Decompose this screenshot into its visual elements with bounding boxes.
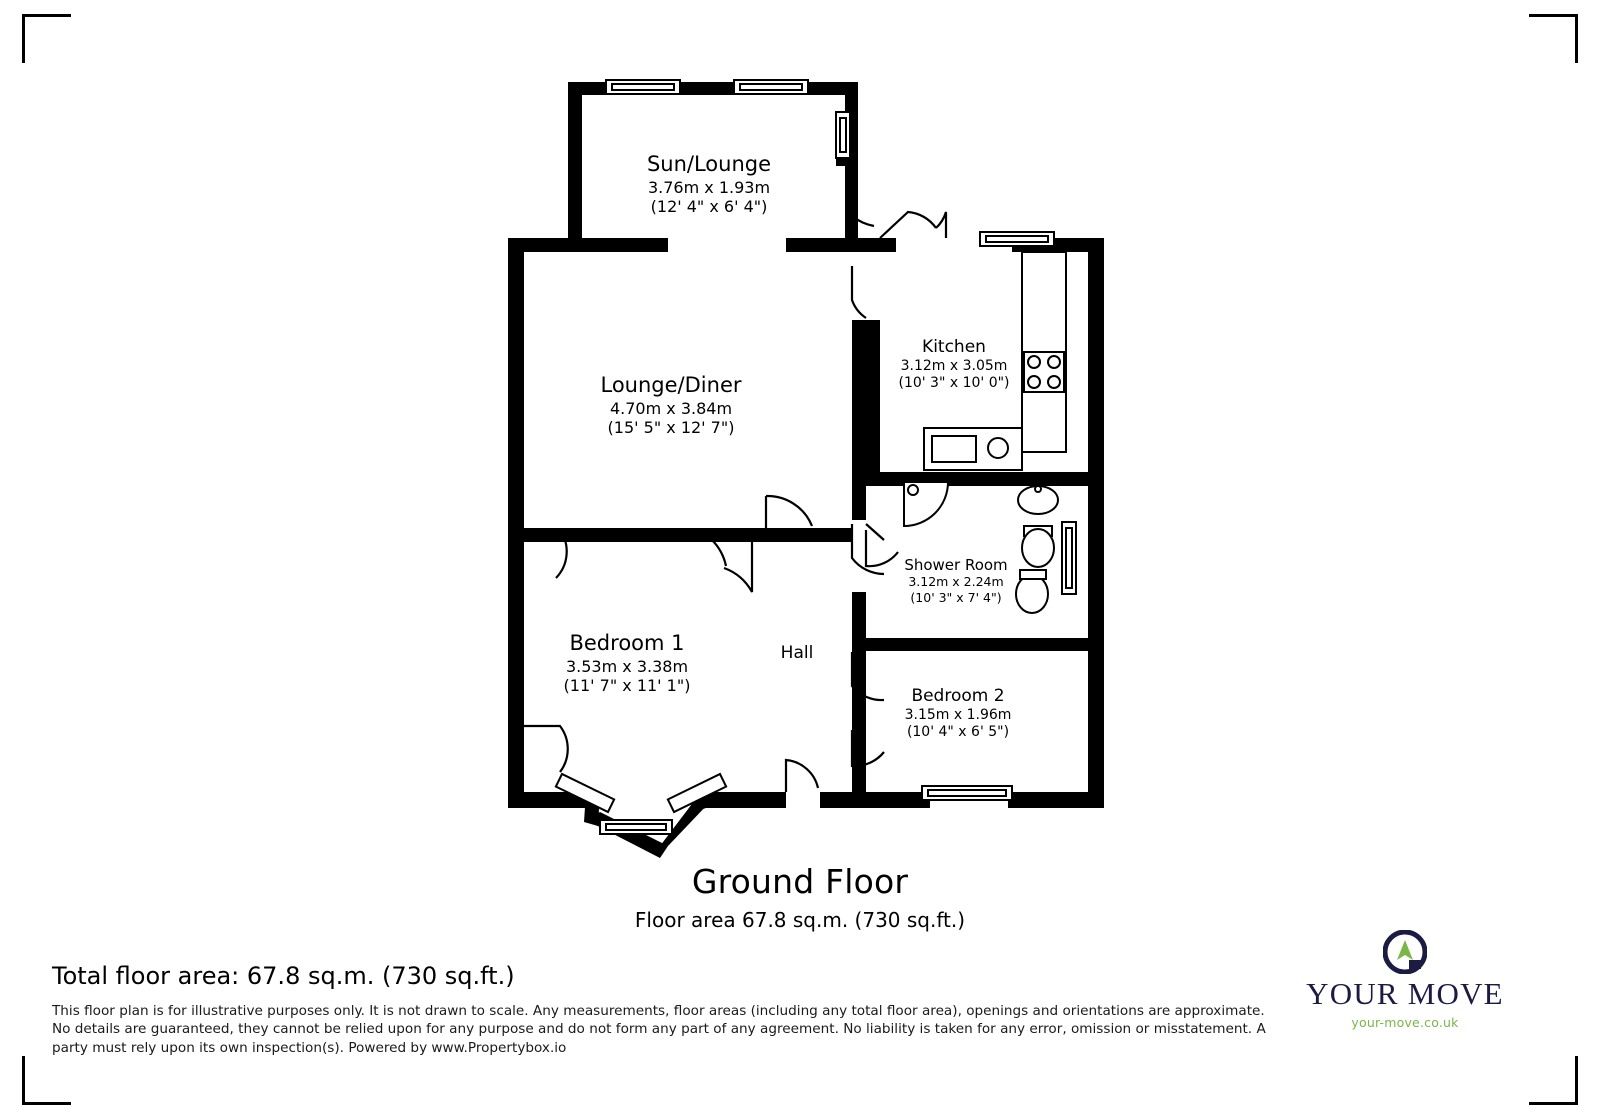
room-label-bedroom-2 [864, 686, 1052, 741]
room-dimensions-imperial: (10' 4" x 6' 5") [906, 723, 1010, 740]
room-dimensions-metric: 3.15m x 1.96m [904, 706, 1012, 723]
room-dimensions-imperial: (11' 7" x 11' 1") [563, 676, 691, 696]
room-dimensions-imperial: (15' 5" x 12' 7") [607, 418, 735, 438]
floor-area: Floor area 67.8 sq.m. (730 sq.ft.) [634, 908, 966, 932]
room-label-shower-room [862, 556, 1050, 605]
room-label-sun-lounge [594, 152, 824, 217]
brand-url: your-move.co.uk [1351, 1015, 1459, 1030]
room-name: Shower Room [904, 556, 1008, 574]
room-name: Bedroom 2 [911, 686, 1005, 706]
room-label-kitchen [860, 337, 1048, 392]
room-name: Kitchen [922, 337, 986, 357]
room-dimensions-imperial: (12' 4" x 6' 4") [650, 197, 768, 217]
room-dimensions-imperial: (10' 3" x 10' 0") [898, 374, 1010, 391]
brand-logo [1270, 930, 1540, 1030]
room-dimensions-metric: 4.70m x 3.84m [609, 398, 733, 418]
room-dimensions-metric: 3.12m x 3.05m [900, 357, 1008, 374]
brand-name: YOUR MOVE [1306, 976, 1504, 1011]
room-name: Sun/Lounge [646, 152, 772, 176]
room-name: Lounge/Diner [600, 373, 742, 397]
floor-title: Ground Floor [691, 862, 909, 901]
room-name: Hall [780, 643, 814, 663]
disclaimer-text: This floor plan is for illustrative purposes only. It is not drawn to scale. Any measurements, floor areas (including any total floor area), openings and orientations are approximate. No details are guaranteed, they cannot be relied upon for any purpose and do not form any part of any agreement. No liability is taken for any error, omission or misstatement. A party must rely upon its own inspection(s). Powered by www.Propertybox.io [52, 1003, 1266, 1056]
room-dimensions-metric: 3.76m x 1.93m [647, 177, 771, 197]
total-floor-area: Total floor area: 67.8 sq.m. (730 sq.ft.) [52, 962, 515, 990]
room-dimensions-metric: 3.53m x 3.38m [565, 656, 689, 676]
room-label-bedroom-1 [512, 631, 742, 696]
room-dimensions-imperial: (10' 3" x 7' 4") [910, 589, 1002, 605]
room-name: Bedroom 1 [569, 631, 685, 655]
your-move-logo-icon [1383, 930, 1427, 974]
floor-title-block [0, 862, 1600, 932]
room-label-hall [742, 643, 852, 664]
room-label-lounge-diner [556, 373, 786, 438]
room-dimensions-metric: 3.12m x 2.24m [908, 574, 1004, 590]
